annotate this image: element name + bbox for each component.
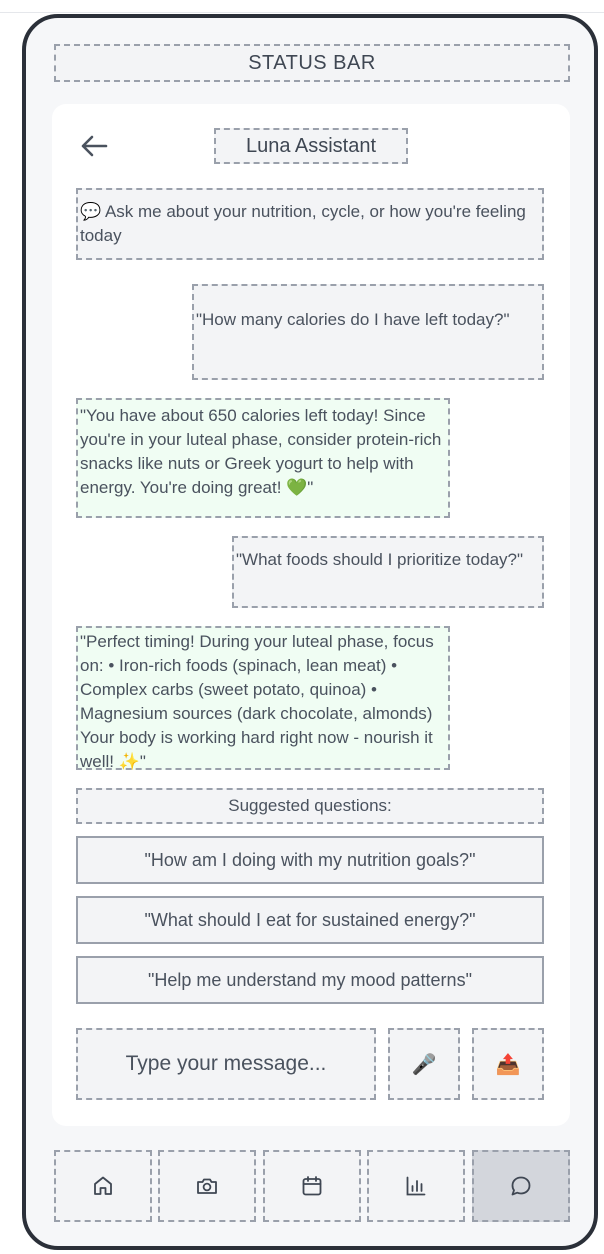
upload-button[interactable] bbox=[472, 1028, 544, 1100]
status-bar bbox=[54, 44, 570, 82]
suggested-question-button[interactable] bbox=[76, 836, 544, 884]
calendar-icon bbox=[300, 1174, 324, 1198]
nav-calendar[interactable] bbox=[263, 1150, 361, 1222]
assistant-message bbox=[76, 398, 450, 518]
message-text: "Perfect timing! During your luteal phase, focus on: • Iron-rich foods (spinach, lean meat) • Complex carbs (sweet potato, quinoa) • Magnesium sources (dark chocolate, almonds) Your body is working hard right now - nourish it well! ✨" bbox=[80, 632, 434, 771]
home-icon bbox=[91, 1174, 115, 1198]
top-divider bbox=[0, 12, 604, 13]
page-title bbox=[214, 128, 408, 164]
assistant-intro-message bbox=[76, 188, 544, 260]
status-bar-label: STATUS BAR bbox=[248, 51, 376, 74]
chat-card bbox=[52, 104, 570, 1126]
message-text: "You have about 650 calories left today! Since you're in your luteal phase, consider protein-rich snacks like nuts or Greek yogurt to help with energy. You're doing great! 💚" bbox=[80, 406, 442, 497]
nav-camera[interactable] bbox=[158, 1150, 256, 1222]
message-input[interactable] bbox=[78, 1030, 374, 1098]
suggested-questions-label-text: Suggested questions: bbox=[228, 796, 392, 815]
message-text: "What foods should I prioritize today?" bbox=[236, 550, 524, 569]
microphone-icon: 🎤 bbox=[411, 1053, 437, 1076]
suggested-question-button[interactable] bbox=[76, 956, 544, 1004]
suggested-question-text: "Help me understand my mood patterns" bbox=[148, 969, 472, 990]
message-input-wrapper bbox=[76, 1028, 376, 1100]
suggested-question-button[interactable] bbox=[76, 896, 544, 944]
suggested-questions-label bbox=[76, 788, 544, 824]
message-text: "How many calories do I have left today?" bbox=[196, 310, 510, 329]
upload-icon: 📤 bbox=[495, 1053, 521, 1076]
nav-chat[interactable] bbox=[472, 1150, 570, 1222]
page-title-text: Luna Assistant bbox=[245, 134, 377, 157]
chat-bubble-icon bbox=[509, 1174, 533, 1198]
nav-home[interactable] bbox=[54, 1150, 152, 1222]
nav-stats[interactable] bbox=[367, 1150, 465, 1222]
user-message bbox=[232, 536, 544, 608]
back-button[interactable] bbox=[74, 128, 114, 164]
suggested-question-text: "What should I eat for sustained energy?" bbox=[144, 909, 476, 930]
microphone-button[interactable] bbox=[388, 1028, 460, 1100]
user-message bbox=[192, 284, 544, 380]
assistant-message bbox=[76, 626, 450, 770]
suggested-question-text: "How am I doing with my nutrition goals?" bbox=[144, 849, 476, 870]
camera-icon bbox=[195, 1174, 219, 1198]
phone-frame bbox=[22, 14, 598, 1250]
arrow-left-icon bbox=[80, 134, 108, 158]
message-text: 💬 Ask me about your nutrition, cycle, or how you're feeling today bbox=[80, 202, 526, 245]
bar-chart-icon bbox=[404, 1174, 428, 1198]
